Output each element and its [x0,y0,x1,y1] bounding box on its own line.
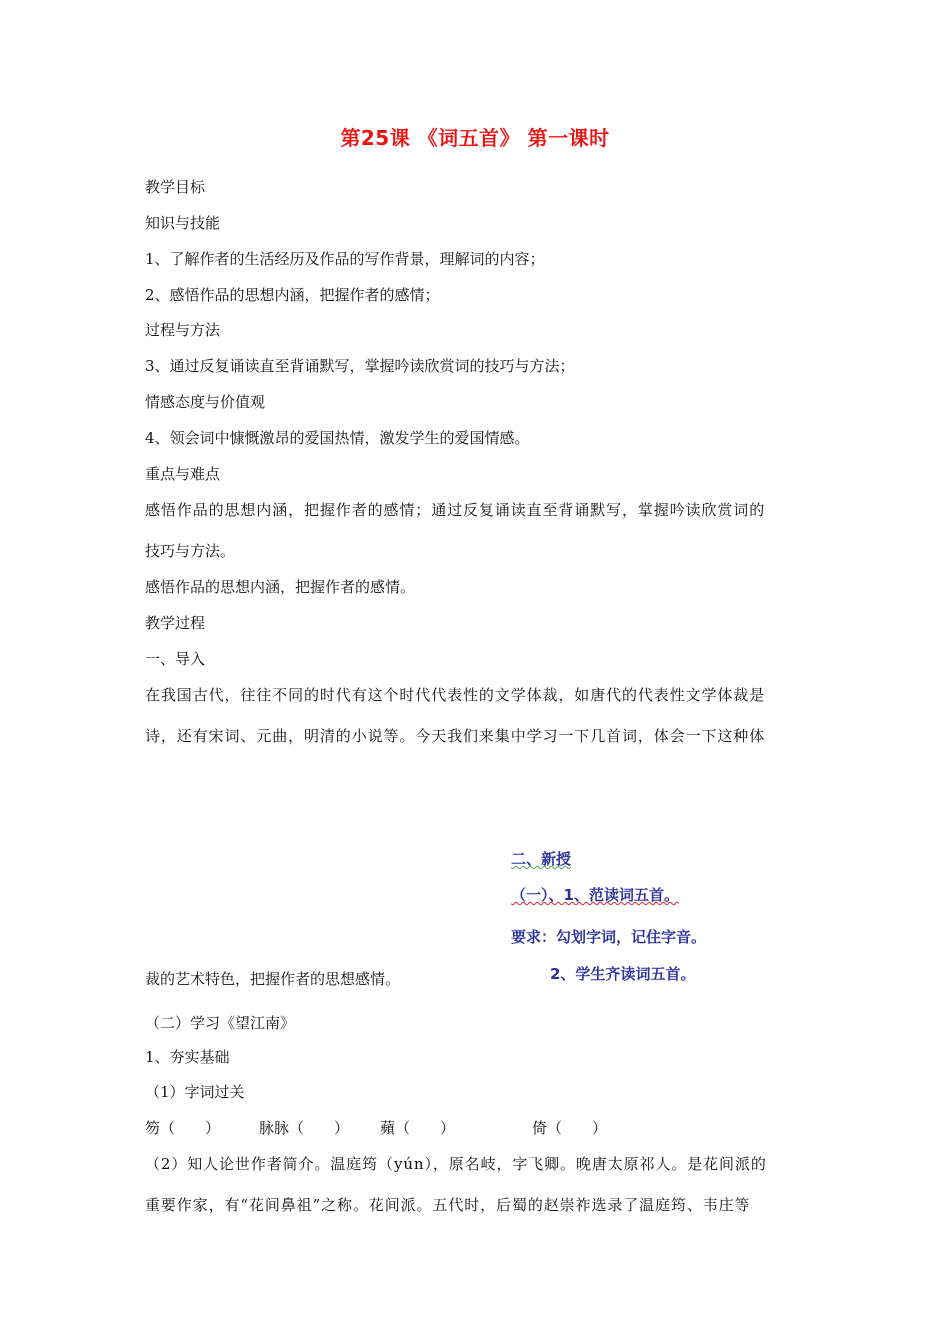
section-heading-focus: 重点与难点 [145,465,221,483]
subheading-emotion: 情感态度与价值观 [145,393,266,411]
section-heading-objectives: 教学目标 [145,178,206,196]
objective-4: 4、领会词中慷慨激昂的爱国热情，激发学生的爱国情感。 [145,429,530,447]
intro-paragraph-1: 在我国古代，往往不同的时代有这个时代代表性的文学体裁，如唐代的代表性文学体裁是 [145,686,766,704]
author-paragraph-2: 重要作家，有“花间鼻祖”之称。花间派。五代时，后蜀的赵崇祚选录了温庭筠、韦庄等 [145,1196,751,1214]
subheading-knowledge: 知识与技能 [145,214,221,232]
slide-requirement: 要求：勾划字词，记住字音。 [511,928,707,946]
slide-item-2: 2、学生齐读词五首。 [550,965,696,983]
subheading-process: 过程与方法 [145,321,221,339]
intro-heading: 一、导入 [145,650,206,668]
objective-1: 1、了解作者的生活经历及作品的写作背景，理解词的内容； [145,250,545,268]
lesson-title: 第25课 《词五首》 第一课时 [340,126,610,150]
study-heading: （二）学习《望江南》 [145,1014,296,1032]
author-paragraph-1: （2）知人论世作者简介。温庭筠（yún），原名岐，字飞卿。晚唐太原祁人。是花间派的 [145,1155,767,1173]
difficulty-line: 感悟作品的思想内涵，把握作者的感情。 [145,578,416,596]
vocab-item-3: 蘋（ ） [380,1119,456,1137]
basics-heading: 1、夯实基础 [145,1048,230,1066]
vocab-item-4: 倚（ ） [532,1119,608,1137]
focus-line-2: 技巧与方法。 [145,542,236,560]
vocab-heading: （1）字词过关 [145,1083,245,1101]
vocab-item-2: 脉脉（ ） [259,1119,350,1137]
objective-3: 3、通过反复诵读直至背诵默写，掌握吟读欣赏词的技巧与方法； [145,357,575,375]
intro-paragraph-3: 裁的艺术特色，把握作者的思想感情。 [145,970,401,988]
vocab-item-1: 笏（ ） [145,1119,221,1137]
slide-item-1: （一）、1、范读词五首。 [511,886,679,904]
section-heading-process: 教学过程 [145,614,206,632]
objective-2: 2、感悟作品的思想内涵，把握作者的感情； [145,286,440,304]
slide-heading: 二、新授 [511,850,572,868]
focus-line-1: 感悟作品的思想内涵，把握作者的感情；通过反复诵读直至背诵默写，掌握吟读欣赏词的 [145,501,766,519]
intro-paragraph-2: 诗，还有宋词、元曲，明清的小说等。今天我们来集中学习一下几首词，体会一下这种体 [145,727,766,745]
